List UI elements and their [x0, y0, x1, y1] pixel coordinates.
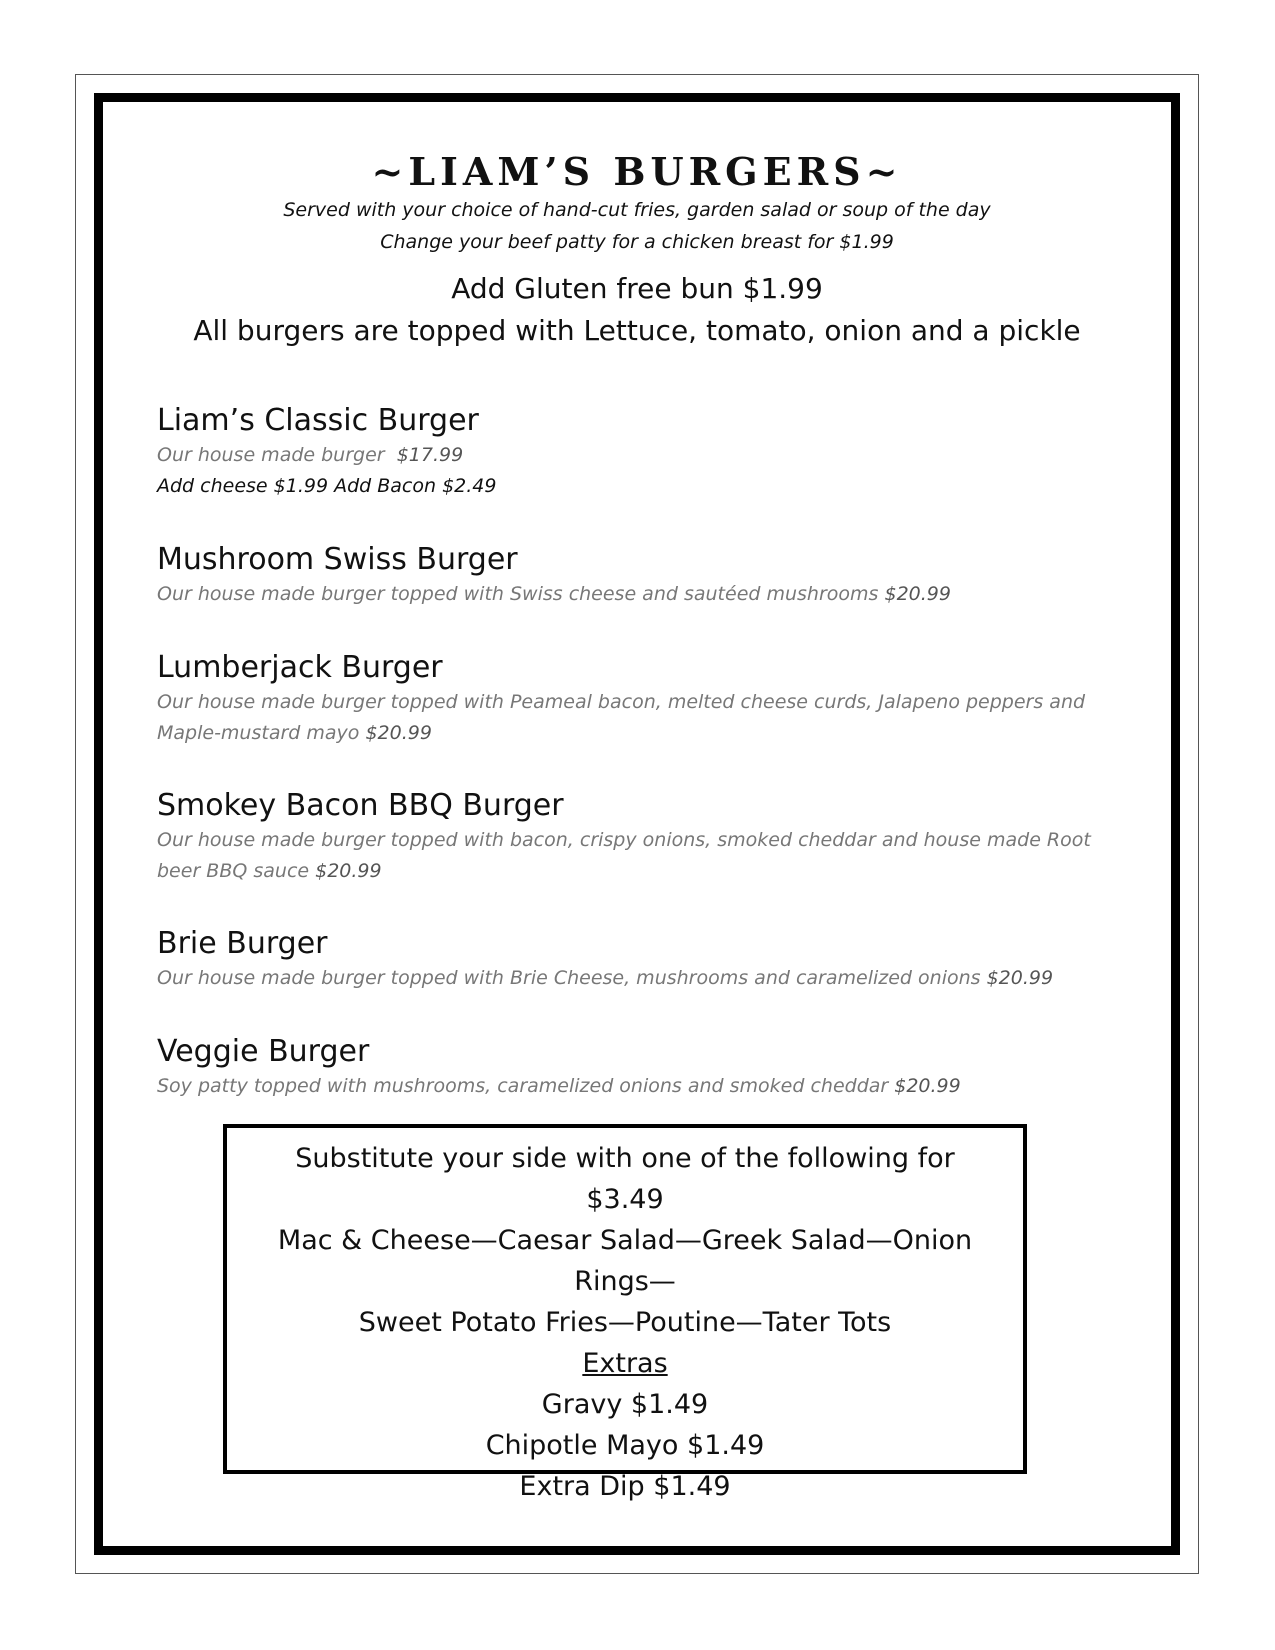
sides-list-2: Sweet Potato Fries—Poutine—Tater Tots	[358, 1307, 892, 1338]
item-desc-text: Our house made burger topped with Peameal bacon, melted cheese curds, Jalapeno peppers and Maple-mustard mayo	[157, 691, 1086, 744]
menu-item-brie-burger	[157, 925, 1117, 994]
item-addons: Add cheese $1.99 Add Bacon $2.49	[157, 475, 497, 497]
sides-box	[223, 1124, 1027, 1502]
extra-chipotle-mayo: Chipotle Mayo $1.49	[485, 1430, 765, 1461]
extra-dip: Extra Dip $1.49	[519, 1471, 731, 1502]
menu-item-mushroom-swiss-burger	[157, 541, 1117, 610]
item-desc-text: Our house made burger topped with Brie Cheese, mushrooms and caramelized onions	[157, 967, 981, 989]
item-description	[157, 1071, 1117, 1102]
item-price: $20.99	[884, 583, 951, 605]
item-description	[157, 687, 1117, 749]
item-desc-text: Soy patty topped with mushrooms, caramelized onions and smoked cheddar	[157, 1075, 889, 1097]
item-price: $20.99	[894, 1075, 961, 1097]
menu-header	[103, 150, 1171, 352]
item-price: $20.99	[365, 722, 432, 744]
item-desc-text: Our house made burger topped with bacon, crispy onions, smoked cheddar and house made Root beer BBQ sauce	[157, 829, 1091, 882]
sides-note: Served with your choice of hand-cut fries, garden salad or soup of the day	[283, 199, 991, 221]
item-name: Smokey Bacon BBQ Burger	[157, 788, 564, 823]
item-price: $17.99	[396, 444, 464, 466]
menu-item-lumberjack-burger	[157, 649, 1117, 749]
item-desc-text: Our house made burger topped with Swiss cheese and sautéed mushrooms	[157, 583, 879, 605]
item-price: $20.99	[315, 860, 382, 882]
menu-title: ~LIAM’S BURGERS~	[371, 149, 903, 194]
item-name: Liam’s Classic Burger	[157, 403, 479, 438]
gluten-free-note: Add Gluten free bun $1.99	[451, 272, 823, 305]
menu-item-classic-burger	[157, 402, 1117, 502]
chicken-note: Change your beef patty for a chicken breast for $1.99	[380, 231, 894, 253]
item-description	[157, 579, 1117, 610]
item-name: Mushroom Swiss Burger	[157, 542, 518, 577]
item-name: Veggie Burger	[157, 1034, 370, 1069]
item-name: Lumberjack Burger	[157, 650, 443, 685]
item-name: Brie Burger	[157, 926, 328, 961]
sides-heading: Substitute your side with one of the following for $3.49	[295, 1143, 955, 1215]
extra-gravy: Gravy $1.49	[541, 1389, 709, 1420]
item-price: $20.99	[986, 967, 1054, 989]
item-description	[157, 963, 1117, 994]
menu-item-veggie-burger	[157, 1033, 1117, 1102]
sides-list-1: Mac & Cheese—Caesar Salad—Greek Salad—Onion Rings—	[277, 1225, 973, 1297]
toppings-note: All burgers are topped with Lettuce, tomato, onion and a pickle	[193, 314, 1081, 347]
menu-item-smokey-bacon-bbq-burger	[157, 787, 1117, 887]
item-desc-text: Our house made burger	[157, 444, 385, 466]
item-description	[157, 825, 1117, 887]
item-description	[157, 440, 1117, 471]
extras-heading: Extras	[582, 1348, 668, 1379]
